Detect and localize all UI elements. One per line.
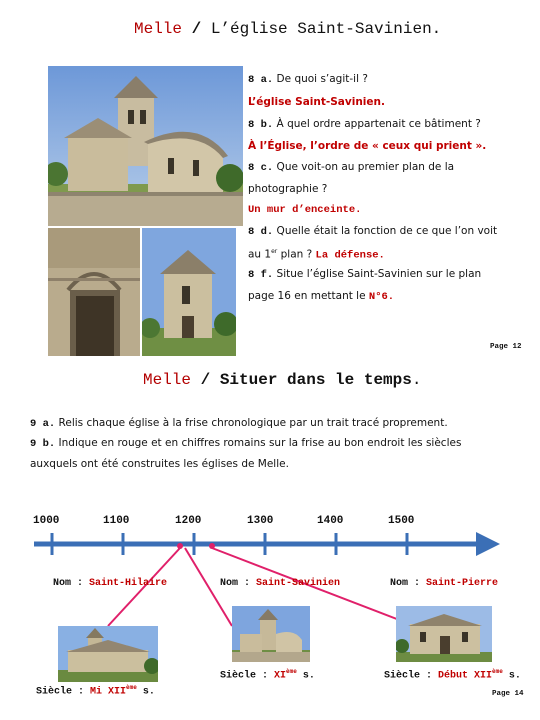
- question-8b: 8 b. À quel ordre appartenait ce bâtiment ?: [248, 118, 481, 131]
- year-label: 1300: [247, 515, 274, 527]
- photo-saint-savinien-small: [232, 606, 310, 662]
- page-number-14: Page 14: [492, 690, 524, 698]
- photo-saint-pierre: [396, 606, 492, 662]
- church-century-saint-savinien: Siècle : XIème s.: [220, 668, 315, 682]
- church-name-saint-hilaire: Nom : Saint-Hilaire: [53, 578, 168, 589]
- question-8a: 8 a. De quoi s’agit-il ?: [248, 73, 368, 86]
- photo-doorway: [48, 228, 140, 356]
- question-8c-line2: photographie ?: [248, 183, 328, 195]
- answer-8a: L’église Saint-Savinien.: [248, 96, 385, 108]
- church-century-saint-hilaire: Siècle : Mi XIIème s.: [36, 684, 155, 698]
- page-number-12: Page 12: [490, 343, 522, 351]
- church-century-saint-pierre: Siècle : Début XIIème s.: [384, 668, 521, 682]
- page12-title: Melle / L’église Saint-Savinien.: [134, 20, 442, 38]
- question-8c: 8 c. Que voit-on au premier plan de la: [248, 161, 455, 174]
- answer-8f: N°6.: [368, 291, 395, 303]
- answer-8d: La défense.: [315, 249, 385, 262]
- timeline-arrowhead: [476, 532, 500, 556]
- answer-8b: À l’Église, l’ordre de « ceux qui prient ».: [248, 140, 487, 152]
- connector-dot: [177, 543, 183, 549]
- question-9a: 9 a. Relis chaque église à la frise chronologique par un trait tracé proprement.: [30, 417, 448, 430]
- question-8d: 8 d. Quelle était la fonction de ce que l’on voit: [248, 225, 498, 238]
- photo-saint-hilaire: [58, 626, 158, 682]
- question-9b-line2: auxquels ont été construites les églises de Melle.: [30, 458, 289, 470]
- year-label: 1400: [317, 515, 344, 527]
- church-name-saint-savinien: Nom : Saint-Savinien: [220, 578, 341, 589]
- year-label: 1200: [175, 515, 202, 527]
- year-label: 1500: [388, 515, 415, 527]
- question-8f-line2: page 16 en mettant le N°6.: [248, 290, 395, 303]
- answer-8c: Un mur d’enceinte.: [248, 204, 362, 216]
- year-label: 1100: [103, 515, 130, 527]
- page14-title: Melle / Situer dans le temps.: [143, 371, 422, 389]
- year-label: 1000: [33, 515, 60, 527]
- photo-church-side: [142, 228, 236, 356]
- question-9b: 9 b. Indique en rouge et en chiffres romains sur la frise au bon endroit les siècles: [30, 437, 462, 450]
- connector-dot: [209, 543, 215, 549]
- church-name-saint-pierre: Nom : Saint-Pierre: [390, 578, 499, 589]
- photo-saint-savinien: [48, 66, 243, 226]
- question-8d-line2: au 1er plan ? La défense.: [248, 248, 385, 262]
- question-8f: 8 f. Situe l’église Saint-Savinien sur le plan: [248, 268, 482, 281]
